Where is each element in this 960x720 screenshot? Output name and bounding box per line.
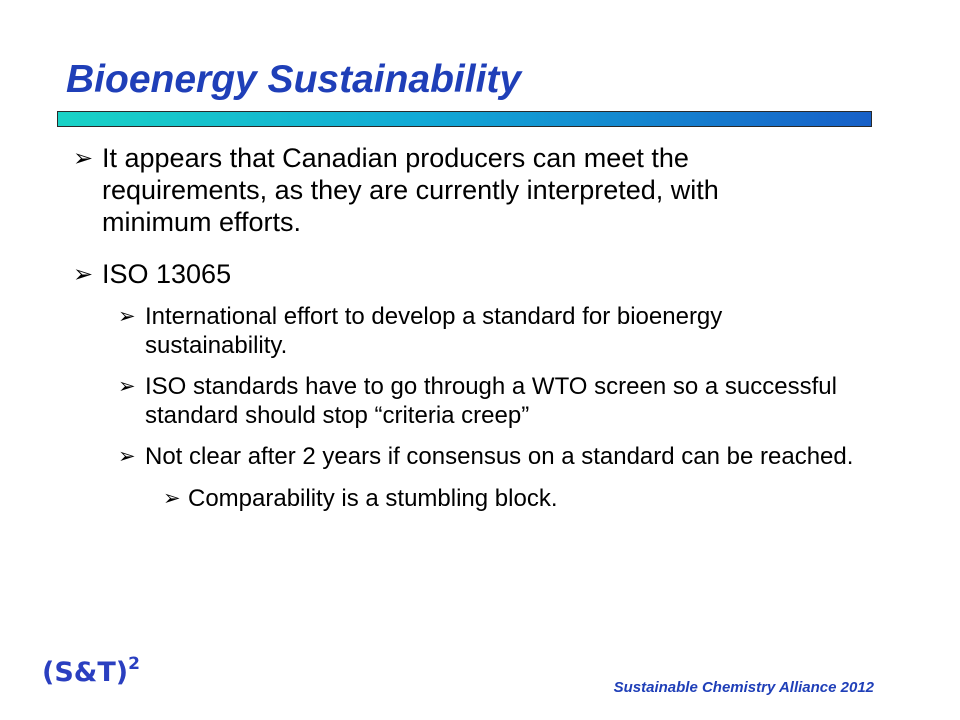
bullet-text: Comparability is a stumbling block. — [188, 485, 558, 512]
bullet-list — [0, 142, 960, 513]
arrow-bullet-icon: ➢ — [73, 144, 94, 172]
st-squared-logo — [42, 656, 140, 688]
arrow-bullet-icon: ➢ — [73, 260, 94, 288]
bullet-text: It appears that Canadian producers can meet the requirements, as they are currently interpreted, with minimum efforts. — [102, 143, 719, 237]
arrow-bullet-icon: ➢ — [118, 374, 136, 398]
title-gradient-bar — [57, 111, 872, 127]
arrow-bullet-icon: ➢ — [118, 444, 136, 468]
sub-bullet-item — [0, 302, 860, 360]
arrow-bullet-icon: ➢ — [118, 304, 136, 328]
sub-bullet-item — [0, 442, 860, 471]
logo-superscript: 2 — [128, 654, 140, 674]
footer-text: Sustainable Chemistry Alliance 2012 — [613, 679, 874, 696]
arrow-bullet-icon: ➢ — [163, 486, 181, 510]
bullet-text: ISO standards have to go through a WTO screen so a successful standard should stop “criteria creep” — [145, 373, 837, 429]
bullet-text: International effort to develop a standard for bioenergy sustainability. — [145, 303, 723, 359]
bullet-text: Not clear after 2 years if consensus on a standard can be reached. — [145, 443, 854, 470]
slide-title: Bioenergy Sustainability — [66, 58, 522, 101]
bullet-item — [0, 142, 832, 238]
bullet-text: ISO 13065 — [102, 259, 232, 289]
sub-bullet-item — [0, 372, 860, 430]
bullet-item — [0, 258, 832, 290]
logo-text: (S&T) — [42, 657, 129, 688]
sub-sub-bullet-item — [0, 484, 848, 513]
